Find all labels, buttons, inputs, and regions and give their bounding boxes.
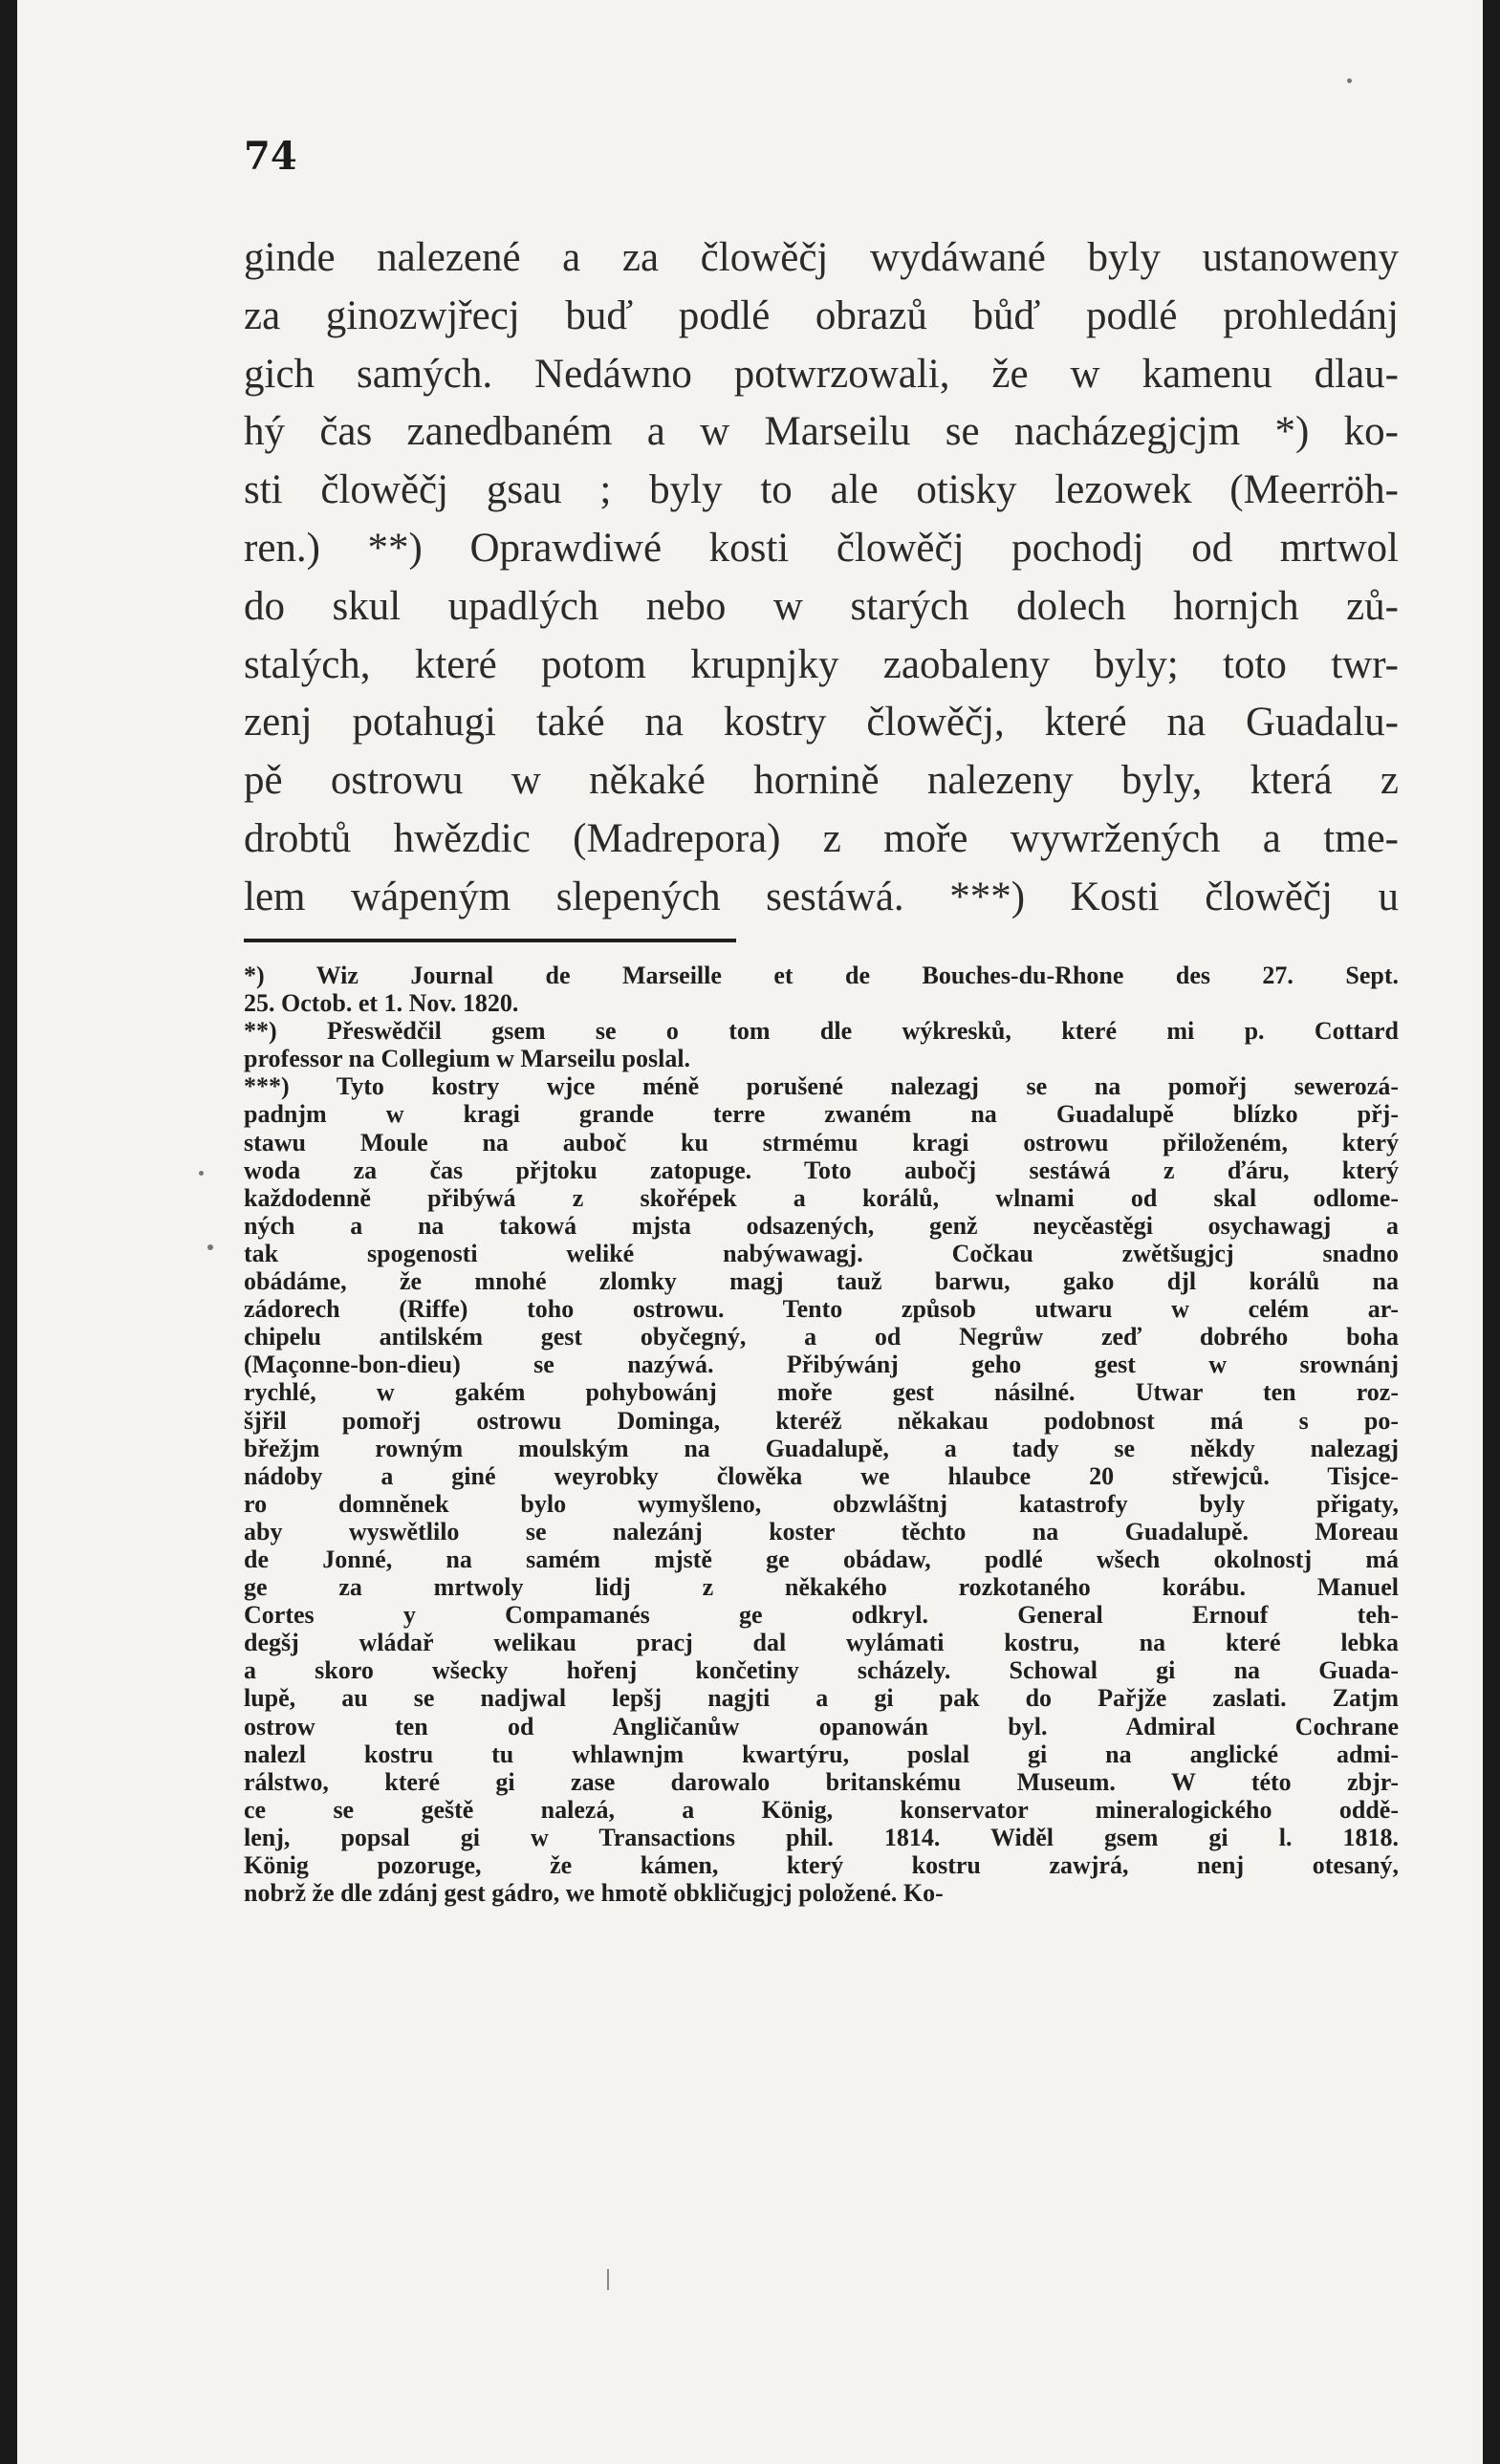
print-speck	[199, 1171, 204, 1176]
footnote-line: **) Přeswědčil gsem se o tom dle wýkresků, které mi p. Cottard	[244, 1017, 1399, 1046]
footnote-line: ***) Tyto kostry wjce méně porušené nalezagj se na pomořj sewerozá-	[244, 1072, 1399, 1101]
footnote-line: každodenně přibýwá z skořépek a korálů, wlnami od skal odlome-	[244, 1183, 1399, 1212]
footnote-line: *) Wiz Journal de Marseille et de Bouches-du-Rhone des 27. Sept.	[244, 962, 1399, 989]
footnote-line: woda za čas přjtoku zatopuge. Toto aubočj sestáwá z ďáru, který	[244, 1156, 1399, 1184]
print-mark	[607, 2269, 609, 2290]
footnote-line: obádáme, že mnohé zlomky magj tauž barwu, gako djl korálů na	[244, 1267, 1399, 1296]
footnote-line: ge za mrtwoly lidj z někakého rozkotaného korábu. Manuel	[244, 1573, 1399, 1602]
footnote-line: professor na Collegium w Marseilu poslal.	[244, 1045, 691, 1073]
footnote-line: 25. Octob. et 1. Nov. 1820.	[244, 989, 519, 1018]
footnote-line: tak spogenosti weliké nabýwawagj. Cočkau zwětšugjcj snadno	[244, 1239, 1399, 1267]
text-line: drobtů hwězdic (Madrepora) z moře wywržených a tme-	[244, 815, 1399, 861]
footnote-line: ro domněnek bylo wymyšleno, obzwláštnj katastrofy byly přigaty,	[244, 1489, 1399, 1518]
footnote-line: a skoro wšecky hořenj končetiny scházely. Schowal gi na Guada-	[244, 1656, 1399, 1685]
footnote-line: nobrž že dle zdánj gest gádro, we hmotě obkličugjcj položené. Ko-	[244, 1879, 944, 1908]
footnotes	[244, 962, 1399, 1907]
footnote-line: degšj wládař welikau pracj dal wylámati kostru, na které lebka	[244, 1629, 1399, 1657]
footnote-line: lupě, au se nadjwal lepšj nagjti a gi pak do Pařjže zaslati. Zatjm	[244, 1684, 1399, 1713]
footnote-separator	[244, 939, 736, 942]
footnote-line: ce se geště nalezá, a König, konservator mineralogického oddě-	[244, 1795, 1399, 1824]
text-line: sti člowěčj gsau ; byly to ale otisky lezowek (Meerröh-	[244, 467, 1399, 513]
text-line: pě ostrowu w někaké hornině nalezeny byly, která z	[244, 758, 1399, 804]
text-line: ginde nalezené a za člowěčj wydáwané byly ustanoweny	[244, 235, 1399, 280]
book-page	[17, 0, 1483, 2464]
footnote-line: nádoby a giné weyrobky člowěka we hlaubce 20 střewjců. Tisjce-	[244, 1461, 1399, 1490]
text-line: do skul upadlých nebo w starých dolech hornjch zů-	[244, 583, 1399, 629]
text-line: lem wápeným slepených sestáwá. ***) Kosti člowěčj u	[244, 874, 1399, 919]
text-line: hý čas zanedbaném a w Marseilu se nacházegjcjm *) ko-	[244, 409, 1399, 455]
text-line: ren.) **) Oprawdiwé kosti člowěčj pochodj od mrtwol	[244, 525, 1399, 571]
footnote-line: ných a na takowá mjsta odsazených, genž neycěastěgi osychawagj a	[244, 1211, 1399, 1240]
footnote-line: chipelu antilském gest obyčegný, a od Negrůw zeď dobrého boha	[244, 1323, 1399, 1351]
footnote-line: nalezl kostru tu whlawnjm kwartýru, poslal gi na anglické admi-	[244, 1740, 1399, 1768]
print-speck	[1347, 78, 1352, 83]
page-number: 74	[244, 134, 297, 179]
footnote-line: de Jonné, na samém mjstě ge obádaw, podlé wšech okolnostj má	[244, 1545, 1399, 1573]
text-line: gich samých. Nedáwno potwrzowali, že w kamenu dlau-	[244, 351, 1399, 397]
footnote-line: Cortes y Compamanés ge odkryl. General Ernouf teh-	[244, 1601, 1399, 1630]
text-line: za ginozwjřecj buď podlé obrazů bůď podlé prohledánj	[244, 292, 1399, 338]
footnote-line: břežjm rowným moulským na Guadalupě, a tady se někdy nalezagj	[244, 1434, 1399, 1462]
footnote-line: lenj, popsal gi w Transactions phil. 1814. Widěl gsem gi l. 1818.	[244, 1823, 1399, 1851]
footnote-line: ostrow ten od Angličanůw opanowán byl. Admiral Cochrane	[244, 1712, 1399, 1740]
footnote-line: padnjm w kragi grande terre zwaném na Guadalupě blízko přj-	[244, 1100, 1399, 1129]
footnote-line: rychlé, w gakém pohybowánj moře gest násilné. Utwar ten roz-	[244, 1378, 1399, 1407]
main-text	[244, 229, 1399, 927]
footnote-line: (Maçonne-bon-dieu) se nazýwá. Přibýwánj geho gest w srownánj	[244, 1351, 1399, 1379]
footnote-line: aby wyswětlilo se nalezánj koster těchto na Guadalupě. Moreau	[244, 1517, 1399, 1545]
footnote-line: König pozoruge, že kámen, který kostru zawjrá, nenj otesaný,	[244, 1851, 1399, 1879]
footnote-line: šjřil pomořj ostrowu Dominga, kteréž někakau podobnost má s po-	[244, 1406, 1399, 1435]
text-line: zenj potahugi také na kostry člowěčj, které na Guadalu-	[244, 700, 1399, 746]
footnote-line: stawu Moule na auboč ku strmému kragi ostrowu přiloženém, který	[244, 1128, 1399, 1156]
footnote-line: rálstwo, které gi zase darowalo britanskému Museum. W této zbjr-	[244, 1767, 1399, 1796]
footnote-line: zádorech (Riffe) toho ostrowu. Tento způsob utwaru w celém ar-	[244, 1295, 1399, 1324]
text-line: stalých, které potom krupnjky zaobaleny byly; toto twr-	[244, 641, 1399, 687]
print-speck	[207, 1244, 213, 1250]
